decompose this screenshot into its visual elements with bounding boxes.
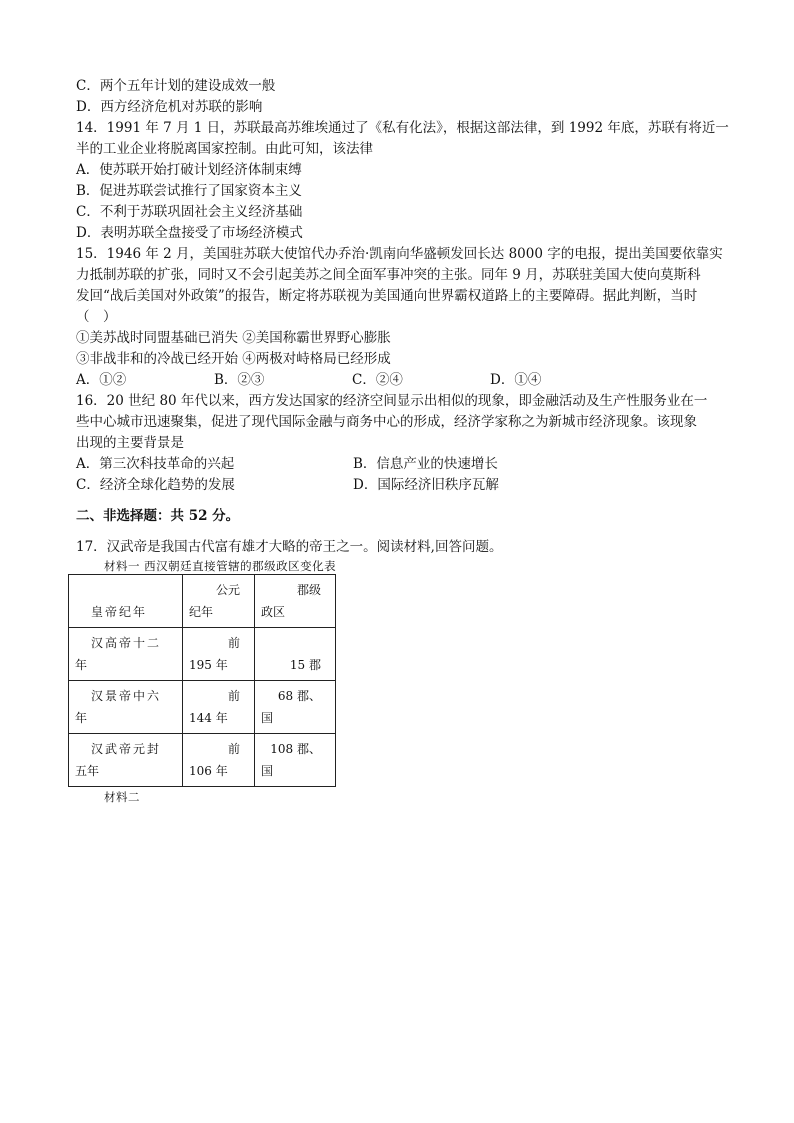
q16-option-b: B．信息产业的快速增长 [353,456,498,472]
q15-items-line1: ①美苏战时同盟基础已消失 ②美国称霸世界野心膨胀 [76,330,391,346]
q13-option-c: C．两个五年计划的建设成效一般 [76,78,276,94]
admin-region-table [68,574,336,787]
q16-stem-line2: 些中心城市迅速聚集，促进了现代国际金融与商务中心的形成，经济学家称之为新城市经济现象。该现象 [76,414,697,430]
table-row [69,681,336,734]
q14-stem-line1: 14．1991 年 7 月 1 日，苏联最高苏维埃通过了《私有化法》，根据这部法律，到 1992 年底，苏联有将近一 [76,120,729,136]
q15-option-d: D．①④ [490,372,542,388]
q14-stem-line2: 半的工业企业将脱离国家控制。由此可知，该法律 [76,141,373,157]
header-reign: 皇帝纪年 [91,605,148,619]
q15-stem-line1: 15．1946 年 2 月，美国驻苏联大使馆代办乔治·凯南向华盛顿发回长达 8000 字的电报，提出美国要依靠实 [76,246,723,262]
row3-count-bottom: 国 [261,764,274,778]
row2-reign-top: 汉景帝中六 [91,689,162,703]
q15-option-a: A．①② [76,372,127,388]
row3-reign-bottom: 五年 [75,764,100,778]
q14-option-b: B．促进苏联尝试推行了国家资本主义 [76,183,302,199]
q17-stem: 17．汉武帝是我国古代富有雄才大略的帝王之一。阅读材料,回答问题。 [76,539,503,555]
row2-year-bottom: 144 年 [189,711,228,725]
row1-year-bottom: 195 年 [189,658,228,672]
q16-options-row2 [76,475,726,495]
row3-count-top: 108 郡、 [270,742,321,756]
q15-stem-line2: 力抵制苏联的扩张，同时又不会引起美苏之间全面军事冲突的主张。同年 9 月，苏联驻美国大使向莫斯科 [76,267,701,283]
q15-option-b: B．②③ [214,372,265,388]
row3-year-bottom: 106 年 [189,764,228,778]
table-header-row [69,575,336,628]
row1-reign-bottom: 年 [75,658,88,672]
q14-option-d: D．表明苏联全盘接受了市场经济模式 [76,225,303,241]
q16-option-d: D．国际经济旧秩序瓦解 [353,477,499,493]
row1-year-top: 前 [227,636,240,650]
row1-count: 15 郡 [289,658,321,672]
q16-stem-line1: 16．20 世纪 80 年代以来，西方发达国家的经济空间显示出相似的现象，即金融活动及生产性服务业在一 [76,393,708,409]
q15-items-line2: ③非战非和的冷战已经开始 ④两极对峙格局已经形成 [76,351,391,367]
row2-count-top: 68 郡、 [277,689,321,703]
header-count-top: 郡级 [296,583,321,597]
q16-stem-line3: 出现的主要背景是 [76,435,184,451]
q14-option-a: A．使苏联开始打破计划经济体制束缚 [76,162,302,178]
material2-caption: 材料二 [104,790,140,804]
header-year-top: 公元 [215,583,240,597]
table-row [69,734,336,787]
q16-option-a: A．第三次科技革命的兴起 [76,456,235,472]
header-count-bottom: 政区 [261,605,286,619]
row3-year-top: 前 [227,742,240,756]
row2-year-top: 前 [227,689,240,703]
q15-options [76,370,726,390]
q15-option-c: C．②④ [352,372,403,388]
q16-options-row1 [76,454,726,474]
header-count-cell [255,575,336,628]
q14-option-c: C．不利于苏联巩固社会主义经济基础 [76,204,303,220]
header-year-bottom: 纪年 [189,605,214,619]
row1-reign-top: 汉高帝十二 [91,636,162,650]
row2-count-bottom: 国 [261,711,274,725]
q15-stem-line4: （ ） [76,309,117,325]
header-reign-cell [69,575,183,628]
material1-caption: 材料一 西汉朝廷直接管辖的郡级政区变化表 [104,559,337,573]
section-title: 二、非选择题：共 52 分。 [76,508,240,524]
table-row [69,628,336,681]
row2-reign-bottom: 年 [75,711,88,725]
row3-reign-top: 汉武帝元封 [91,742,162,756]
q15-stem-line3: 发回“战后美国对外政策”的报告，断定将苏联视为美国通向世界霸权道路上的主要障碍。据此判断，当时 [76,288,698,304]
q13-option-d: D．西方经济危机对苏联的影响 [76,99,263,115]
header-year-cell [183,575,255,628]
q16-option-c: C．经济全球化趋势的发展 [76,477,235,493]
